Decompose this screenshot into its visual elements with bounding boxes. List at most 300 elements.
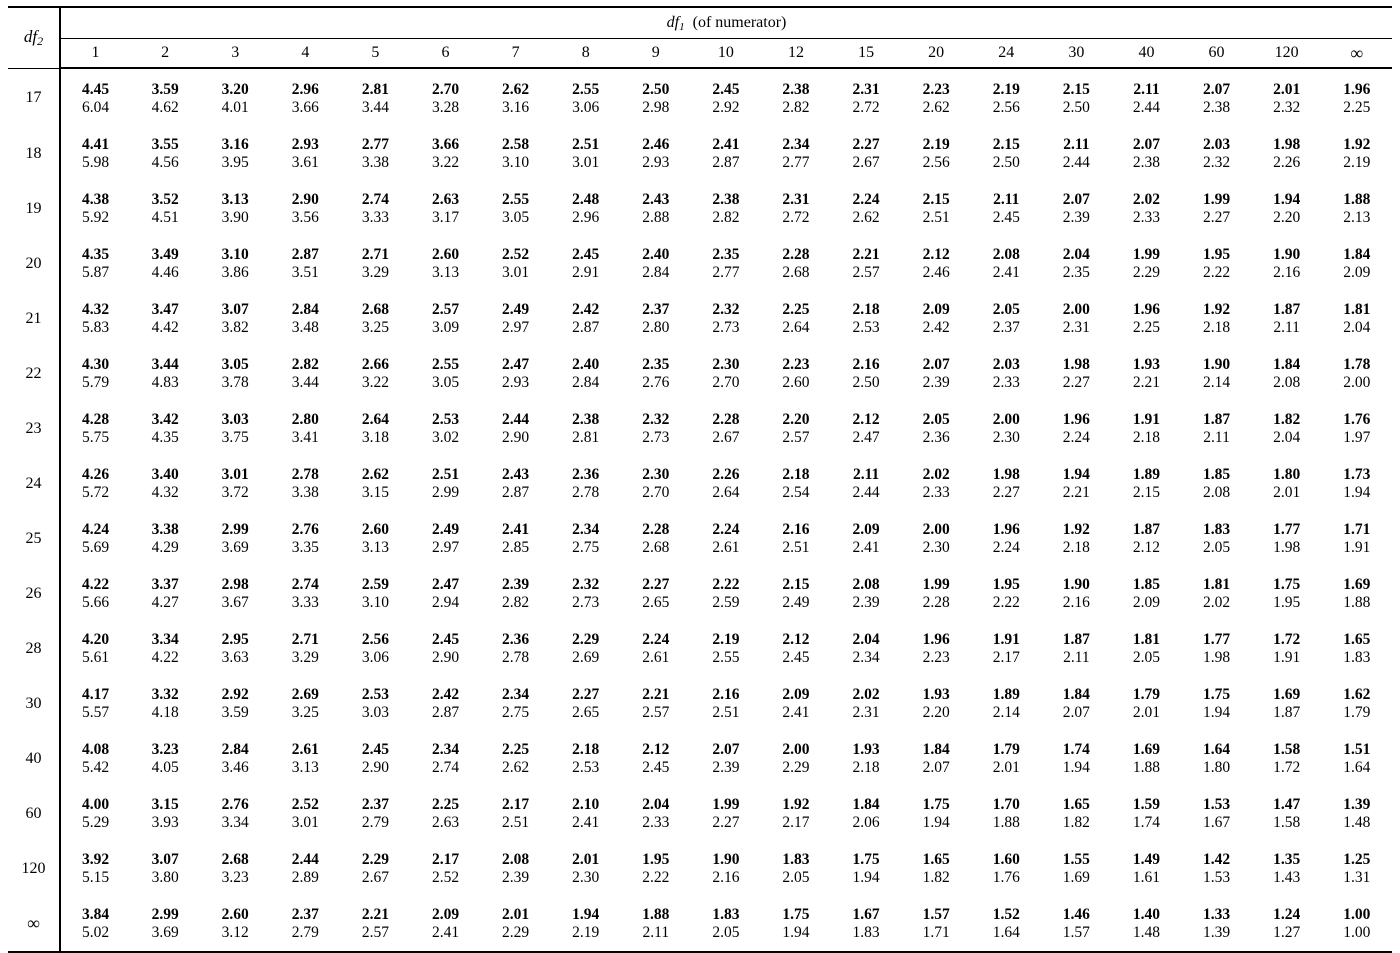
cell-upper-value: 2.03 — [992, 356, 1020, 373]
cell-lower-value: 2.87 — [712, 153, 740, 171]
cell — [1111, 676, 1181, 731]
cell-upper-value: 3.92 — [81, 851, 110, 868]
cell — [1322, 786, 1392, 841]
cell-upper-value: 2.01 — [502, 906, 530, 923]
header-row-columns — [8, 39, 1392, 69]
cell-lower-value: 2.28 — [922, 593, 950, 611]
cell-upper-value: 2.77 — [361, 136, 389, 153]
cell-lower-value: 3.44 — [361, 98, 389, 116]
cell-lower-value: 3.66 — [291, 98, 319, 116]
cell-upper-value: 1.83 — [782, 851, 810, 868]
cell-lower-value: 2.05 — [712, 923, 740, 941]
cell-lower-value: 3.78 — [221, 373, 249, 391]
cell — [130, 401, 200, 456]
cell — [481, 566, 551, 621]
cell-lower-value: 3.18 — [361, 428, 389, 446]
cell — [340, 236, 410, 291]
cell — [130, 126, 200, 181]
cell — [270, 731, 340, 786]
cell — [1182, 896, 1252, 952]
cell-lower-value: 2.50 — [852, 373, 880, 391]
cell-lower-value: 2.82 — [712, 208, 740, 226]
cell-upper-value: 4.26 — [81, 466, 110, 483]
cell-upper-value: 1.78 — [1343, 356, 1371, 373]
cell — [1041, 126, 1111, 181]
cell-upper-value: 1.91 — [992, 631, 1020, 648]
cell-upper-value: 2.51 — [572, 136, 600, 153]
cell-lower-value: 2.33 — [922, 483, 950, 501]
cell-lower-value: 2.62 — [852, 208, 880, 226]
cell — [551, 676, 621, 731]
cell-lower-value: 3.93 — [151, 813, 179, 831]
cell-upper-value: 2.19 — [992, 81, 1020, 98]
cell-lower-value: 5.42 — [81, 758, 110, 776]
cell-upper-value: 2.96 — [291, 81, 319, 98]
cell — [1111, 401, 1181, 456]
cell — [410, 731, 480, 786]
cell-lower-value: 2.30 — [992, 428, 1020, 446]
cell-upper-value: 1.83 — [712, 906, 740, 923]
cell — [691, 291, 761, 346]
cell — [130, 676, 200, 731]
cell-lower-value: 2.49 — [782, 593, 810, 611]
cell-lower-value: 2.56 — [992, 98, 1020, 116]
cell-upper-value: 2.08 — [992, 246, 1020, 263]
cell — [1041, 621, 1111, 676]
cell-lower-value: 2.70 — [712, 373, 740, 391]
cell-upper-value: 1.69 — [1343, 576, 1371, 593]
cell-lower-value: 3.23 — [221, 868, 249, 886]
cell — [1041, 346, 1111, 401]
cell-upper-value: 2.15 — [992, 136, 1020, 153]
cell — [621, 126, 691, 181]
cell — [1182, 676, 1252, 731]
cell — [551, 841, 621, 896]
row-label-19: 19 — [8, 181, 60, 236]
cell — [481, 676, 551, 731]
cell-upper-value: 1.94 — [1273, 191, 1301, 208]
cell-upper-value: 3.47 — [151, 301, 179, 318]
cell-lower-value: 2.51 — [782, 538, 810, 556]
cell-lower-value: 2.88 — [642, 208, 670, 226]
cell-upper-value: 2.99 — [221, 521, 249, 538]
cell — [340, 841, 410, 896]
cell-lower-value: 2.68 — [642, 538, 670, 556]
cell-upper-value: 2.45 — [431, 631, 460, 648]
cell — [1111, 511, 1181, 566]
cell — [551, 786, 621, 841]
column-header-40: 40 — [1111, 39, 1181, 69]
cell-lower-value: 2.07 — [922, 758, 950, 776]
cell-lower-value: 2.69 — [572, 648, 600, 666]
cell-lower-value: 2.18 — [1062, 538, 1090, 556]
cell-upper-value: 1.98 — [992, 466, 1020, 483]
cell — [551, 401, 621, 456]
cell — [1252, 731, 1322, 786]
cell-upper-value: 3.23 — [151, 741, 179, 758]
cell-upper-value: 1.74 — [1062, 741, 1090, 758]
cell-upper-value: 1.65 — [1062, 796, 1090, 813]
cell-upper-value: 2.02 — [852, 686, 880, 703]
cell-upper-value: 2.21 — [361, 906, 389, 923]
cell-lower-value: 2.11 — [1273, 318, 1300, 336]
cell — [130, 511, 200, 566]
cell — [410, 676, 480, 731]
cell-lower-value: 2.33 — [992, 373, 1020, 391]
cell-upper-value: 1.89 — [992, 686, 1020, 703]
cell-upper-value: 1.65 — [922, 851, 950, 868]
cell — [621, 511, 691, 566]
cell-upper-value: 1.81 — [1343, 301, 1371, 318]
cell-lower-value: 2.06 — [852, 813, 880, 831]
cell-lower-value: 1.64 — [1343, 758, 1371, 776]
cell — [971, 676, 1041, 731]
cell-upper-value: 2.24 — [852, 191, 880, 208]
cell — [130, 291, 200, 346]
cell-lower-value: 3.41 — [291, 428, 319, 446]
cell — [901, 401, 971, 456]
cell — [761, 181, 831, 236]
cell — [691, 676, 761, 731]
cell-upper-value: 2.93 — [291, 136, 319, 153]
cell-upper-value: 1.75 — [782, 906, 810, 923]
cell-upper-value: 3.07 — [221, 301, 249, 318]
cell-upper-value: 1.96 — [992, 521, 1020, 538]
cell-lower-value: 2.85 — [502, 538, 530, 556]
cell — [691, 126, 761, 181]
cell — [200, 841, 270, 896]
cell-upper-value: 1.92 — [1202, 301, 1231, 318]
cell-lower-value: 4.62 — [151, 98, 179, 116]
cell — [1322, 621, 1392, 676]
cell-upper-value: 2.29 — [361, 851, 389, 868]
cell-upper-value: 3.10 — [221, 246, 249, 263]
cell — [691, 401, 761, 456]
cell-lower-value: 2.45 — [992, 208, 1020, 226]
cell — [971, 68, 1041, 126]
cell — [761, 786, 831, 841]
cell-lower-value: 2.30 — [572, 868, 600, 886]
cell — [130, 566, 200, 621]
cell — [60, 621, 130, 676]
cell-lower-value: 2.11 — [1203, 428, 1230, 446]
cell — [60, 126, 130, 181]
cell-lower-value: 2.51 — [712, 703, 740, 721]
cell — [1182, 346, 1252, 401]
cell — [481, 291, 551, 346]
cell — [551, 621, 621, 676]
table-row — [8, 566, 1392, 621]
cell-upper-value: 2.38 — [712, 191, 740, 208]
cell-lower-value: 5.83 — [81, 318, 110, 336]
cell-upper-value: 1.90 — [712, 851, 740, 868]
cell-lower-value: 1.00 — [1343, 923, 1371, 941]
cell-lower-value: 1.58 — [1273, 813, 1301, 831]
cell-upper-value: 1.98 — [1062, 356, 1090, 373]
cell — [621, 236, 691, 291]
cell-upper-value: 2.32 — [642, 411, 670, 428]
cell — [270, 126, 340, 181]
cell-lower-value: 2.75 — [502, 703, 530, 721]
cell-lower-value: 2.79 — [291, 923, 319, 941]
row-label-17: 17 — [8, 68, 60, 126]
cell-upper-value: 2.45 — [712, 81, 740, 98]
cell — [901, 676, 971, 731]
cell-lower-value: 2.65 — [642, 593, 670, 611]
cell-upper-value: 2.35 — [642, 356, 670, 373]
cell — [691, 841, 761, 896]
cell-lower-value: 2.87 — [431, 703, 460, 721]
cell — [410, 126, 480, 181]
cell-lower-value: 2.26 — [1273, 153, 1301, 171]
cell — [831, 676, 901, 731]
cell-lower-value: 1.94 — [1062, 758, 1090, 776]
cell-lower-value: 3.90 — [221, 208, 249, 226]
cell-lower-value: 1.31 — [1343, 868, 1371, 886]
table-row — [8, 126, 1392, 181]
cell-lower-value: 3.22 — [361, 373, 389, 391]
cell — [340, 731, 410, 786]
cell — [60, 456, 130, 511]
cell-lower-value: 1.72 — [1273, 758, 1301, 776]
cell-lower-value: 1.88 — [1132, 758, 1161, 776]
cell — [410, 68, 480, 126]
cell-upper-value: 2.27 — [642, 576, 670, 593]
cell — [481, 181, 551, 236]
cell-upper-value: 1.33 — [1202, 906, 1231, 923]
cell-lower-value: 2.41 — [992, 263, 1020, 281]
cell — [60, 511, 130, 566]
cell-upper-value: 1.80 — [1273, 466, 1301, 483]
cell — [831, 291, 901, 346]
cell-upper-value: 2.10 — [572, 796, 600, 813]
cell-upper-value: 1.64 — [1202, 741, 1231, 758]
cell-upper-value: 2.35 — [712, 246, 740, 263]
cell-lower-value: 3.56 — [291, 208, 319, 226]
cell-upper-value: 2.64 — [361, 411, 389, 428]
cell-lower-value: 4.22 — [151, 648, 179, 666]
cell-lower-value: 3.29 — [361, 263, 389, 281]
cell-upper-value: 2.32 — [572, 576, 600, 593]
cell-lower-value: 1.43 — [1273, 868, 1301, 886]
cell — [971, 181, 1041, 236]
cell — [1252, 346, 1322, 401]
df1-subscript: 1 — [679, 20, 685, 33]
cell-lower-value: 2.18 — [1132, 428, 1161, 446]
cell-lower-value: 1.48 — [1343, 813, 1371, 831]
cell — [691, 511, 761, 566]
cell — [1322, 456, 1392, 511]
cell-lower-value: 3.67 — [221, 593, 249, 611]
row-label-20: 20 — [8, 236, 60, 291]
cell-lower-value: 2.44 — [1062, 153, 1090, 171]
cell-upper-value: 2.61 — [291, 741, 319, 758]
cell-lower-value: 2.42 — [922, 318, 950, 336]
cell — [831, 68, 901, 126]
cell-lower-value: 2.14 — [1202, 373, 1231, 391]
cell-lower-value: 2.44 — [1132, 98, 1161, 116]
cell-lower-value: 2.45 — [782, 648, 810, 666]
cell-lower-value: 2.57 — [642, 703, 670, 721]
cell — [481, 346, 551, 401]
cell-upper-value: 2.42 — [572, 301, 600, 318]
cell — [340, 181, 410, 236]
cell — [130, 621, 200, 676]
cell-upper-value: 2.16 — [712, 686, 740, 703]
cell-upper-value: 2.82 — [291, 356, 319, 373]
cell — [901, 841, 971, 896]
cell-lower-value: 2.68 — [782, 263, 810, 281]
cell-lower-value: 2.05 — [1202, 538, 1231, 556]
cell-lower-value: 1.94 — [1202, 703, 1231, 721]
cell-lower-value: 2.82 — [782, 98, 810, 116]
cell — [1041, 841, 1111, 896]
cell — [1182, 786, 1252, 841]
cell-upper-value: 2.07 — [1132, 136, 1161, 153]
cell — [901, 896, 971, 952]
cell-upper-value: 1.95 — [1202, 246, 1231, 263]
cell-lower-value: 3.13 — [361, 538, 389, 556]
cell-upper-value: 2.84 — [291, 301, 319, 318]
cell — [340, 68, 410, 126]
cell-upper-value: 2.11 — [852, 466, 880, 483]
cell — [971, 291, 1041, 346]
cell-upper-value: 1.99 — [922, 576, 950, 593]
cell-lower-value: 5.15 — [81, 868, 110, 886]
cell-upper-value: 1.93 — [852, 741, 880, 758]
cell — [761, 68, 831, 126]
cell-upper-value: 1.83 — [1202, 521, 1231, 538]
cell-lower-value: 2.27 — [992, 483, 1020, 501]
cell-upper-value: 3.84 — [81, 906, 110, 923]
cell-lower-value: 2.30 — [922, 538, 950, 556]
cell-upper-value: 2.40 — [572, 356, 600, 373]
cell-lower-value: 2.29 — [1132, 263, 1161, 281]
cell-lower-value: 2.77 — [712, 263, 740, 281]
cell-lower-value: 2.60 — [782, 373, 810, 391]
cell-lower-value: 2.78 — [502, 648, 530, 666]
cell — [691, 181, 761, 236]
cell-lower-value: 2.20 — [1273, 208, 1301, 226]
cell-lower-value: 1.94 — [852, 868, 880, 886]
column-header-infinity: ∞ — [1322, 39, 1392, 69]
cell-lower-value: 2.34 — [852, 648, 880, 666]
cell-upper-value: 4.17 — [81, 686, 110, 703]
cell-upper-value: 1.71 — [1343, 521, 1371, 538]
cell-lower-value: 2.00 — [1343, 373, 1371, 391]
cell — [340, 896, 410, 952]
cell-upper-value: 2.53 — [431, 411, 460, 428]
cell-lower-value: 2.39 — [922, 373, 950, 391]
cell-upper-value: 1.84 — [1343, 246, 1371, 263]
cell — [691, 731, 761, 786]
cell-lower-value: 5.69 — [81, 538, 110, 556]
f-distribution-table — [8, 6, 1392, 953]
cell-lower-value: 2.80 — [642, 318, 670, 336]
cell-lower-value: 3.69 — [221, 538, 249, 556]
column-header-10: 10 — [691, 39, 761, 69]
cell-lower-value: 5.79 — [81, 373, 110, 391]
cell-upper-value: 2.11 — [993, 191, 1020, 208]
cell-upper-value: 1.72 — [1273, 631, 1301, 648]
cell-lower-value: 2.90 — [502, 428, 530, 446]
cell-upper-value: 4.35 — [81, 246, 110, 263]
cell — [1252, 566, 1322, 621]
cell-upper-value: 2.46 — [642, 136, 670, 153]
cell — [1111, 126, 1181, 181]
cell-upper-value: 3.52 — [151, 191, 179, 208]
cell-upper-value: 1.69 — [1273, 686, 1301, 703]
cell — [270, 566, 340, 621]
cell — [1252, 126, 1322, 181]
cell-lower-value: 2.17 — [992, 648, 1020, 666]
cell — [1182, 841, 1252, 896]
cell-upper-value: 2.34 — [782, 136, 810, 153]
cell — [200, 676, 270, 731]
cell-lower-value: 1.87 — [1273, 703, 1301, 721]
cell-upper-value: 2.60 — [431, 246, 460, 263]
cell — [901, 621, 971, 676]
cell-lower-value: 2.50 — [1062, 98, 1090, 116]
cell-lower-value: 3.44 — [291, 373, 319, 391]
cell-lower-value: 3.80 — [151, 868, 179, 886]
cell-upper-value: 2.07 — [922, 356, 950, 373]
cell-upper-value: 2.45 — [572, 246, 600, 263]
row-label-30: 30 — [8, 676, 60, 731]
cell — [761, 841, 831, 896]
cell — [60, 566, 130, 621]
cell-lower-value: 2.05 — [1132, 648, 1161, 666]
cell-upper-value: 2.31 — [782, 191, 810, 208]
cell-lower-value: 2.99 — [431, 483, 460, 501]
cell-lower-value: 3.10 — [361, 593, 389, 611]
cell-upper-value: 2.23 — [782, 356, 810, 373]
cell-lower-value: 1.48 — [1132, 923, 1161, 941]
cell — [1111, 68, 1181, 126]
table-row — [8, 456, 1392, 511]
cell — [200, 621, 270, 676]
cell-lower-value: 2.93 — [502, 373, 530, 391]
cell-upper-value: 3.34 — [151, 631, 179, 648]
cell — [901, 181, 971, 236]
cell-upper-value: 2.24 — [642, 631, 670, 648]
cell — [270, 676, 340, 731]
cell-upper-value: 2.04 — [852, 631, 880, 648]
cell-upper-value: 2.43 — [642, 191, 670, 208]
cell-lower-value: 3.86 — [221, 263, 249, 281]
column-header-8: 8 — [551, 39, 621, 69]
cell-lower-value: 2.21 — [1132, 373, 1161, 391]
cell-lower-value: 4.32 — [151, 483, 179, 501]
cell — [200, 236, 270, 291]
cell — [971, 731, 1041, 786]
cell-upper-value: 2.60 — [221, 906, 249, 923]
cell-upper-value: 3.20 — [221, 81, 249, 98]
cell-upper-value: 2.56 — [361, 631, 389, 648]
cell — [1322, 346, 1392, 401]
cell-upper-value: 2.99 — [151, 906, 179, 923]
cell — [1322, 676, 1392, 731]
cell — [130, 236, 200, 291]
column-header-15: 15 — [831, 39, 901, 69]
cell-upper-value: 1.85 — [1202, 466, 1231, 483]
cell — [691, 621, 761, 676]
cell-upper-value: 1.87 — [1132, 521, 1161, 538]
cell-upper-value: 1.35 — [1273, 851, 1301, 868]
cell — [1322, 236, 1392, 291]
cell — [1252, 786, 1322, 841]
cell-lower-value: 2.73 — [642, 428, 670, 446]
